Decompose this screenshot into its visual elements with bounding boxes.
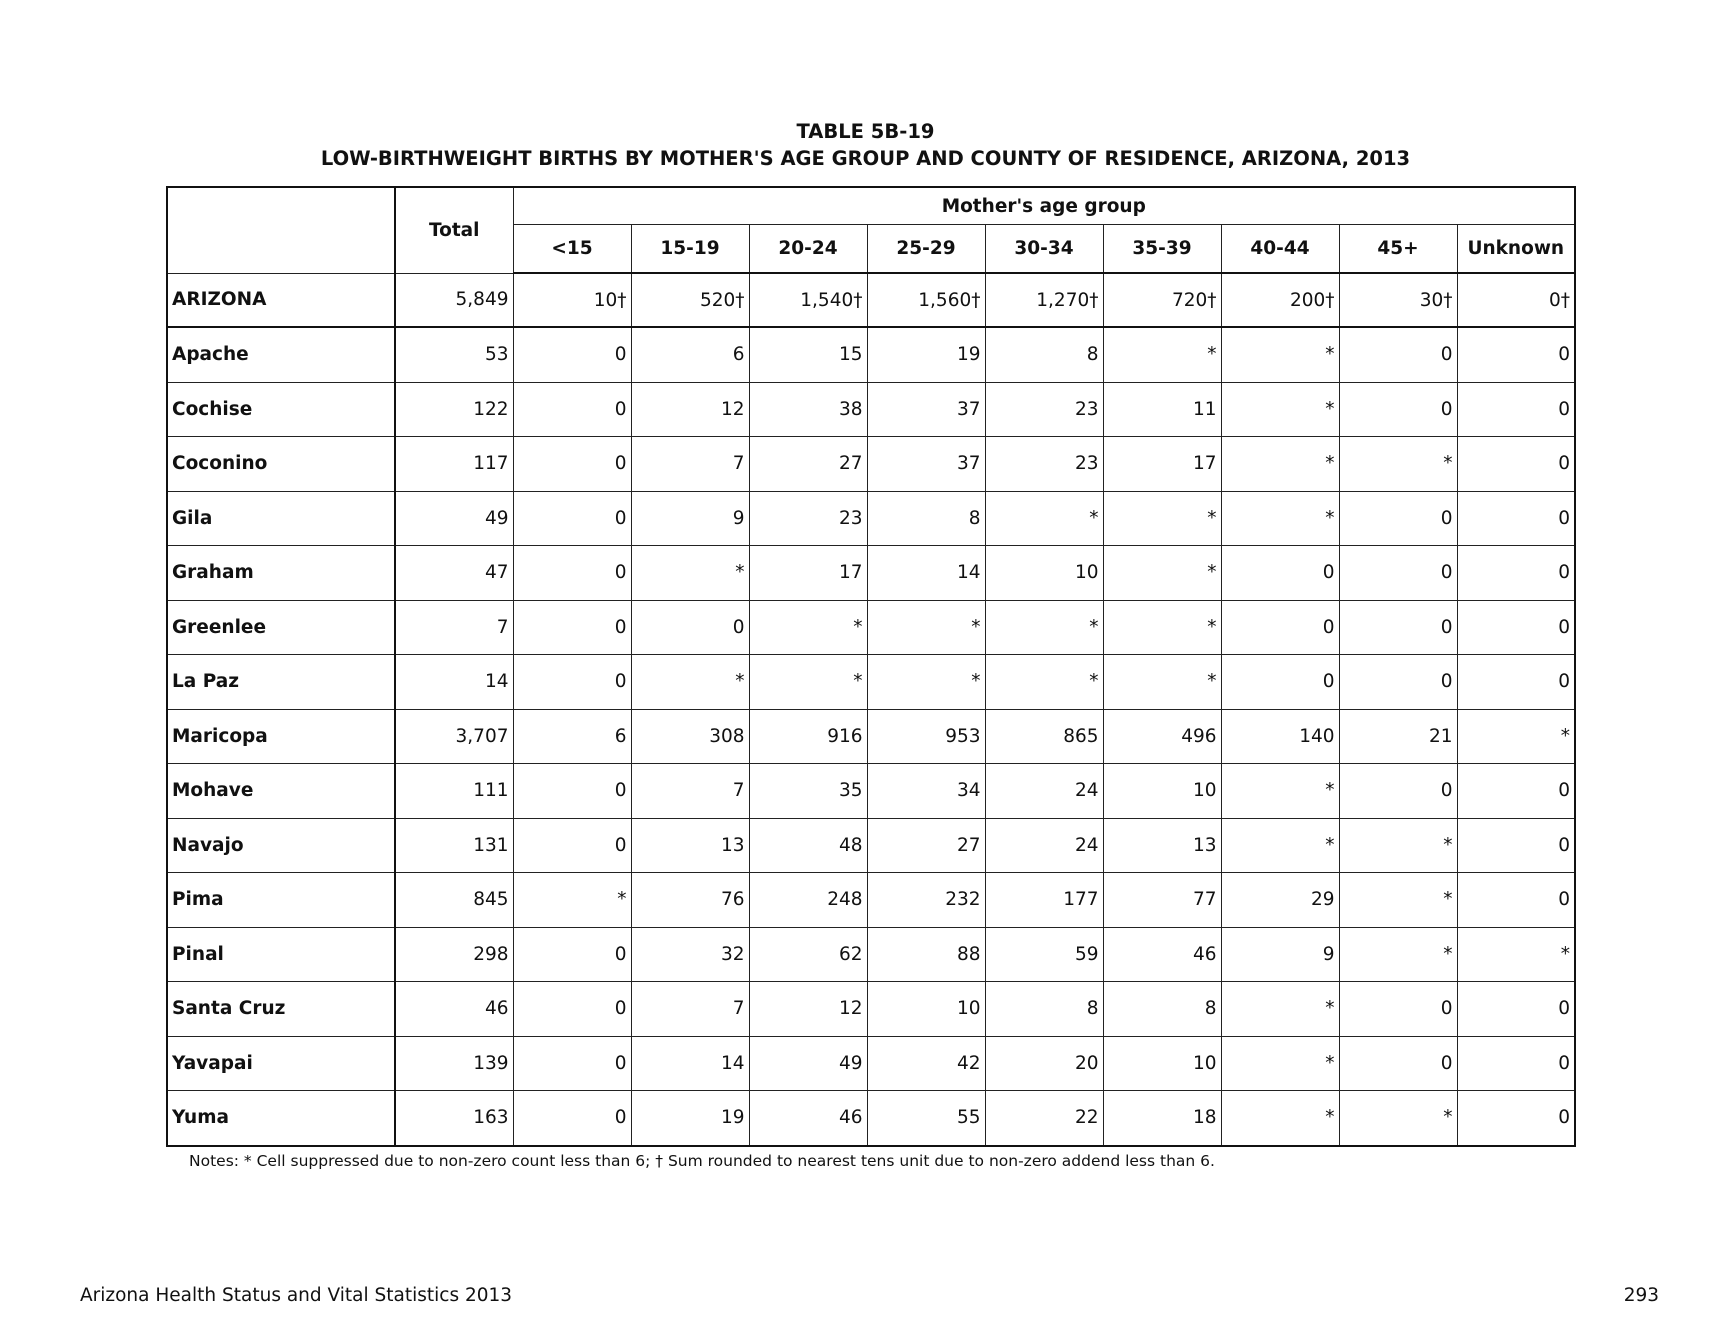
value-cell: * (1339, 1091, 1457, 1146)
value-cell: 0 (1457, 382, 1575, 437)
value-cell: 0 (1339, 1036, 1457, 1091)
value-cell: 0 (513, 982, 631, 1037)
value-cell: 23 (749, 491, 867, 546)
table-row (167, 491, 1575, 546)
table-title-block (0, 118, 1731, 172)
row-label: Greenlee (167, 600, 395, 655)
total-cell: 139 (395, 1036, 513, 1091)
table-row (167, 818, 1575, 873)
row-label: Maricopa (167, 709, 395, 764)
value-cell: * (1457, 927, 1575, 982)
row-label: Santa Cruz (167, 982, 395, 1037)
row-label: Pinal (167, 927, 395, 982)
value-cell: 0 (1457, 546, 1575, 601)
total-cell: 122 (395, 382, 513, 437)
value-cell: * (1103, 546, 1221, 601)
value-cell: 232 (867, 873, 985, 928)
value-cell: 12 (631, 382, 749, 437)
value-cell: 18 (1103, 1091, 1221, 1146)
value-cell: 0 (513, 437, 631, 492)
value-cell: 8 (985, 982, 1103, 1037)
value-cell: 32 (631, 927, 749, 982)
value-cell: 308 (631, 709, 749, 764)
value-cell: * (1221, 1036, 1339, 1091)
value-cell: 12 (749, 982, 867, 1037)
value-cell: * (1221, 1091, 1339, 1146)
value-cell: * (985, 655, 1103, 710)
row-label: Yavapai (167, 1036, 395, 1091)
value-cell: * (1339, 437, 1457, 492)
value-cell: 0 (513, 1036, 631, 1091)
table-title: LOW-BIRTHWEIGHT BIRTHS BY MOTHER'S AGE GROUP AND COUNTY OF RESIDENCE, ARIZONA, 2013 (320, 147, 1411, 170)
value-cell: * (1221, 382, 1339, 437)
value-cell: * (1221, 491, 1339, 546)
value-cell: 10 (985, 546, 1103, 601)
value-cell: 0 (513, 491, 631, 546)
total-cell: 46 (395, 982, 513, 1037)
table-row (167, 873, 1575, 928)
value-cell: 0 (513, 327, 631, 382)
value-cell: * (1457, 709, 1575, 764)
value-cell: 7 (631, 437, 749, 492)
row-label: Apache (167, 327, 395, 382)
value-cell: 17 (749, 546, 867, 601)
value-cell: 0 (1339, 600, 1457, 655)
value-cell: * (867, 655, 985, 710)
value-cell: 0 (1221, 655, 1339, 710)
value-cell: 23 (985, 437, 1103, 492)
value-cell: 1,560† (867, 273, 985, 327)
total-cell: 111 (395, 764, 513, 819)
age-group-col-header: 30-34 (985, 225, 1103, 274)
value-cell: * (1221, 437, 1339, 492)
value-cell: 953 (867, 709, 985, 764)
value-cell: * (1221, 982, 1339, 1037)
value-cell: 0 (1339, 491, 1457, 546)
footer-publication: Arizona Health Status and Vital Statistics 2013 (80, 1285, 513, 1306)
total-cell: 131 (395, 818, 513, 873)
table-number: TABLE 5B-19 (796, 120, 935, 143)
total-cell: 5,849 (395, 273, 513, 327)
value-cell: 19 (867, 327, 985, 382)
value-cell: 248 (749, 873, 867, 928)
table-row (167, 982, 1575, 1037)
value-cell: 0 (1457, 655, 1575, 710)
value-cell: 0 (513, 818, 631, 873)
age-group-col-header: <15 (513, 225, 631, 274)
total-cell: 49 (395, 491, 513, 546)
table-row (167, 709, 1575, 764)
value-cell: * (1103, 600, 1221, 655)
value-cell: 8 (985, 327, 1103, 382)
total-cell: 53 (395, 327, 513, 382)
value-cell: 0 (1457, 600, 1575, 655)
value-cell: 77 (1103, 873, 1221, 928)
value-cell: 27 (867, 818, 985, 873)
value-cell: 15 (749, 327, 867, 382)
row-label: Yuma (167, 1091, 395, 1146)
value-cell: 46 (749, 1091, 867, 1146)
value-cell: 46 (1103, 927, 1221, 982)
value-cell: 27 (749, 437, 867, 492)
value-cell: * (1103, 327, 1221, 382)
value-cell: 76 (631, 873, 749, 928)
value-cell: * (985, 600, 1103, 655)
value-cell: 10 (1103, 1036, 1221, 1091)
value-cell: 48 (749, 818, 867, 873)
value-cell: 0 (513, 382, 631, 437)
value-cell: 10 (1103, 764, 1221, 819)
table-body (167, 273, 1575, 1146)
table-row (167, 546, 1575, 601)
value-cell: 24 (985, 764, 1103, 819)
row-label: Coconino (167, 437, 395, 492)
table-row (167, 1036, 1575, 1091)
value-cell: 0 (1457, 982, 1575, 1037)
value-cell: 88 (867, 927, 985, 982)
age-group-col-header: 35-39 (1103, 225, 1221, 274)
value-cell: 0 (1339, 764, 1457, 819)
value-cell: 0 (1457, 491, 1575, 546)
row-label: Mohave (167, 764, 395, 819)
value-cell: 0 (513, 600, 631, 655)
age-group-col-header: 15-19 (631, 225, 749, 274)
table-row (167, 927, 1575, 982)
value-cell: * (631, 546, 749, 601)
value-cell: 37 (867, 437, 985, 492)
row-label: La Paz (167, 655, 395, 710)
table-row (167, 764, 1575, 819)
value-cell: 37 (867, 382, 985, 437)
value-cell: 0 (513, 927, 631, 982)
value-cell: 14 (867, 546, 985, 601)
value-cell: 0 (1457, 1036, 1575, 1091)
table-notes: Notes: * Cell suppressed due to non-zero count less than 6; † Sum rounded to nearest tens unit due to non-zero addend less than 6. (189, 1152, 1215, 1170)
value-cell: 20 (985, 1036, 1103, 1091)
table-row (167, 382, 1575, 437)
value-cell: 916 (749, 709, 867, 764)
value-cell: 0 (1457, 818, 1575, 873)
value-cell: 9 (1221, 927, 1339, 982)
value-cell: 0 (1221, 546, 1339, 601)
value-cell: 7 (631, 982, 749, 1037)
value-cell: * (1339, 818, 1457, 873)
total-cell: 3,707 (395, 709, 513, 764)
age-group-col-header: 40-44 (1221, 225, 1339, 274)
value-cell: 13 (1103, 818, 1221, 873)
total-header: Total (395, 187, 513, 273)
value-cell: * (985, 491, 1103, 546)
table-row (167, 655, 1575, 710)
value-cell: 21 (1339, 709, 1457, 764)
value-cell: 35 (749, 764, 867, 819)
total-cell: 14 (395, 655, 513, 710)
value-cell: * (1221, 818, 1339, 873)
value-cell: 23 (985, 382, 1103, 437)
value-cell: 8 (1103, 982, 1221, 1037)
value-cell: 38 (749, 382, 867, 437)
value-cell: 11 (1103, 382, 1221, 437)
value-cell: * (749, 600, 867, 655)
value-cell: 865 (985, 709, 1103, 764)
age-group-col-header: 25-29 (867, 225, 985, 274)
value-cell: 10 (867, 982, 985, 1037)
value-cell: 19 (631, 1091, 749, 1146)
value-cell: 496 (1103, 709, 1221, 764)
value-cell: * (1221, 327, 1339, 382)
value-cell: 29 (1221, 873, 1339, 928)
value-cell: 0† (1457, 273, 1575, 327)
value-cell: 6 (513, 709, 631, 764)
total-cell: 117 (395, 437, 513, 492)
value-cell: * (1221, 764, 1339, 819)
row-label: ARIZONA (167, 273, 395, 327)
value-cell: * (513, 873, 631, 928)
corner-header (167, 187, 395, 273)
value-cell: 8 (867, 491, 985, 546)
value-cell: 6 (631, 327, 749, 382)
value-cell: 1,540† (749, 273, 867, 327)
value-cell: * (1103, 655, 1221, 710)
age-group-col-header: 20-24 (749, 225, 867, 274)
value-cell: 24 (985, 818, 1103, 873)
value-cell: 0 (1339, 327, 1457, 382)
row-label: Gila (167, 491, 395, 546)
value-cell: * (1339, 927, 1457, 982)
age-group-col-header: 45+ (1339, 225, 1457, 274)
value-cell: 1,270† (985, 273, 1103, 327)
total-cell: 298 (395, 927, 513, 982)
row-label: Navajo (167, 818, 395, 873)
value-cell: * (1103, 491, 1221, 546)
value-cell: 9 (631, 491, 749, 546)
value-cell: 42 (867, 1036, 985, 1091)
value-cell: 34 (867, 764, 985, 819)
value-cell: 0 (1339, 546, 1457, 601)
value-cell: 22 (985, 1091, 1103, 1146)
data-table (166, 186, 1576, 1147)
table-row (167, 1091, 1575, 1146)
value-cell: 59 (985, 927, 1103, 982)
value-cell: 17 (1103, 437, 1221, 492)
value-cell: 0 (1457, 764, 1575, 819)
value-cell: 520† (631, 273, 749, 327)
value-cell: 0 (631, 600, 749, 655)
value-cell: * (1339, 873, 1457, 928)
value-cell: 0 (1339, 655, 1457, 710)
value-cell: 200† (1221, 273, 1339, 327)
value-cell: 14 (631, 1036, 749, 1091)
value-cell: 62 (749, 927, 867, 982)
value-cell: 0 (1457, 327, 1575, 382)
age-group-col-header: Unknown (1457, 225, 1575, 274)
value-cell: 0 (513, 1091, 631, 1146)
total-cell: 47 (395, 546, 513, 601)
age-group-header: Mother's age group (513, 187, 1575, 225)
value-cell: * (631, 655, 749, 710)
value-cell: 10† (513, 273, 631, 327)
value-cell: 0 (1457, 437, 1575, 492)
value-cell: * (867, 600, 985, 655)
value-cell: 140 (1221, 709, 1339, 764)
value-cell: 49 (749, 1036, 867, 1091)
row-label: Graham (167, 546, 395, 601)
value-cell: 0 (513, 764, 631, 819)
header-row-group (167, 187, 1575, 225)
table-row (167, 437, 1575, 492)
value-cell: 0 (1221, 600, 1339, 655)
value-cell: 7 (631, 764, 749, 819)
total-cell: 163 (395, 1091, 513, 1146)
row-label: Cochise (167, 382, 395, 437)
value-cell: 177 (985, 873, 1103, 928)
footer-page-number: 293 (1623, 1285, 1659, 1306)
value-cell: * (749, 655, 867, 710)
total-cell: 7 (395, 600, 513, 655)
value-cell: 0 (1339, 982, 1457, 1037)
row-label: Pima (167, 873, 395, 928)
value-cell: 720† (1103, 273, 1221, 327)
table-row (167, 600, 1575, 655)
state-total-row (167, 273, 1575, 327)
value-cell: 55 (867, 1091, 985, 1146)
value-cell: 0 (513, 655, 631, 710)
table-row (167, 327, 1575, 382)
total-cell: 845 (395, 873, 513, 928)
value-cell: 0 (1457, 873, 1575, 928)
value-cell: 13 (631, 818, 749, 873)
value-cell: 0 (1339, 382, 1457, 437)
value-cell: 0 (513, 546, 631, 601)
value-cell: 30† (1339, 273, 1457, 327)
value-cell: 0 (1457, 1091, 1575, 1146)
